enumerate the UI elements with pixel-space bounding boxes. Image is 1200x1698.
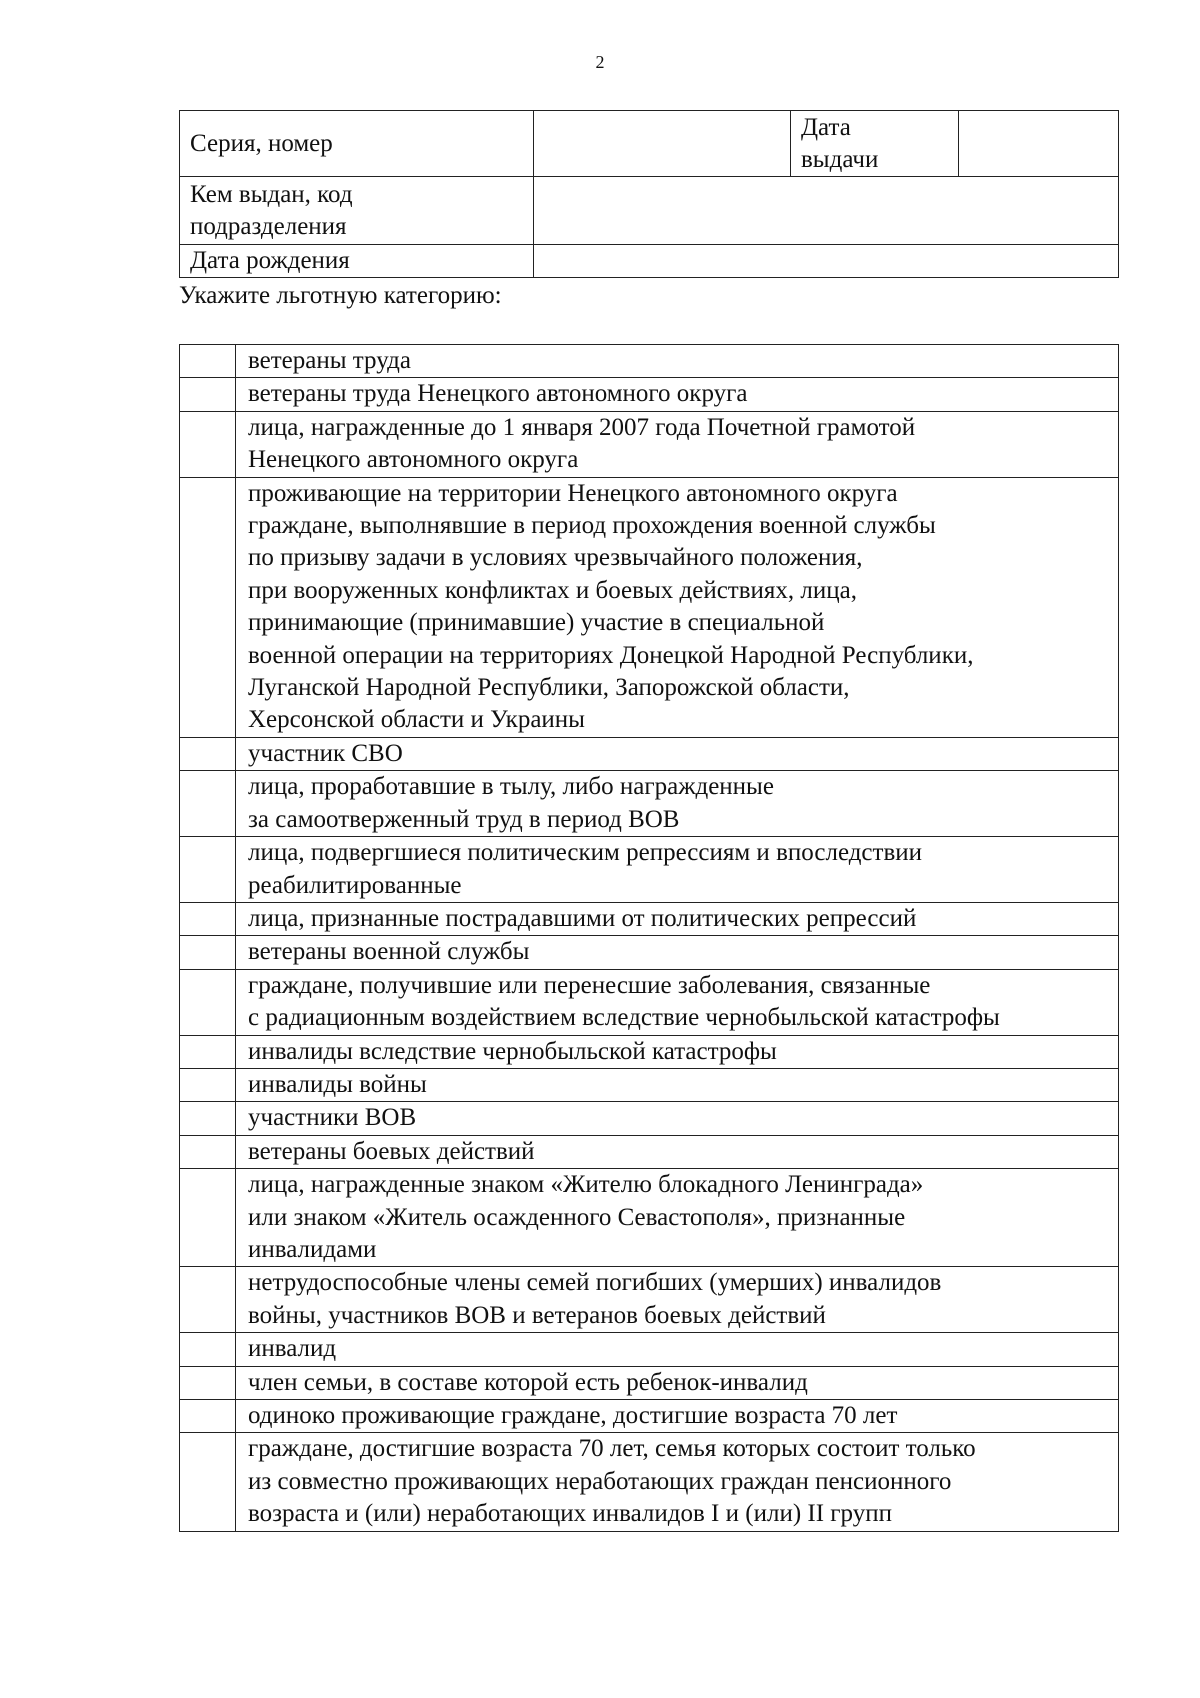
series-row [180,111,1119,177]
category-checkbox[interactable] [180,1035,236,1068]
category-label: нетрудоспособные члены семей погибших (умерших) инвалидов войны, участников ВОВ и ветеранов боевых действий [236,1267,1119,1333]
category-label: лица, награжденные знаком «Жителю блокадного Ленинграда» или знаком «Житель осажденного Севастополя», признанные инвалидами [236,1169,1119,1267]
category-checkbox[interactable] [180,1135,236,1168]
category-row [180,1433,1119,1531]
category-checkbox[interactable] [180,1400,236,1433]
category-checkbox[interactable] [180,936,236,969]
category-row [180,969,1119,1035]
category-label: граждане, достигшие возраста 70 лет, семья которых состоит только из совместно проживающих неработающих граждан пенсионного возраста и (или) неработающих инвалидов I и (или) II групп [236,1433,1119,1531]
category-label: ветераны труда [236,345,1119,378]
category-label: лица, проработавшие в тылу, либо награжденные за самоотверженный труд в период ВОВ [236,771,1119,837]
category-checkbox[interactable] [180,902,236,935]
birth-date-row [180,245,1119,278]
category-checkbox[interactable] [180,969,236,1035]
category-label: член семьи, в составе которой есть ребенок-инвалид [236,1366,1119,1399]
category-checkbox[interactable] [180,1366,236,1399]
issue-date-label: Дата выдачи [791,111,959,177]
category-row [180,771,1119,837]
category-row [180,411,1119,477]
category-checkbox[interactable] [180,477,236,737]
series-number-field[interactable] [534,111,791,177]
category-label: ветераны боевых действий [236,1135,1119,1168]
benefit-category-table [179,344,1119,1532]
category-label: ветераны военной службы [236,936,1119,969]
category-label: лица, награжденные до 1 января 2007 года Почетной грамотой Ненецкого автономного округа [236,411,1119,477]
category-label: ветераны труда Ненецкого автономного округа [236,378,1119,411]
issue-date-field[interactable] [959,111,1119,177]
category-row [180,1035,1119,1068]
category-label: одиноко проживающие граждане, достигшие возраста 70 лет [236,1400,1119,1433]
category-label: инвалид [236,1333,1119,1366]
category-row [180,902,1119,935]
identity-document-table [179,110,1119,278]
issued-by-row [180,177,1119,245]
category-row [180,1068,1119,1101]
category-checkbox[interactable] [180,771,236,837]
category-row [180,1400,1119,1433]
category-row [180,378,1119,411]
category-checkbox[interactable] [180,1433,236,1531]
issued-by-field[interactable] [534,177,1119,245]
category-prompt: Укажите льготную категорию: [179,282,502,309]
category-row [180,1333,1119,1366]
category-row [180,1135,1119,1168]
category-checkbox[interactable] [180,1169,236,1267]
birth-date-field[interactable] [534,245,1119,278]
category-checkbox[interactable] [180,378,236,411]
category-label: участник СВО [236,737,1119,770]
category-row [180,936,1119,969]
category-row [180,737,1119,770]
category-checkbox[interactable] [180,1068,236,1101]
category-checkbox[interactable] [180,345,236,378]
issued-by-label: Кем выдан, код подразделения [180,177,534,245]
category-row [180,837,1119,903]
page-number: 2 [595,52,605,72]
category-checkbox[interactable] [180,1102,236,1135]
category-label: инвалиды вследствие чернобыльской катастрофы [236,1035,1119,1068]
category-checkbox[interactable] [180,411,236,477]
category-row [180,345,1119,378]
series-label: Серия, номер [180,111,534,177]
category-checkbox[interactable] [180,737,236,770]
category-row [180,477,1119,737]
category-checkbox[interactable] [180,837,236,903]
category-label: лица, подвергшиеся политическим репрессиям и впоследствии реабилитированные [236,837,1119,903]
category-row [180,1366,1119,1399]
category-checkbox[interactable] [180,1267,236,1333]
category-checkbox[interactable] [180,1333,236,1366]
category-label: граждане, получившие или перенесшие заболевания, связанные с радиационным воздействием вследствие чернобыльской катастрофы [236,969,1119,1035]
category-label: лица, признанные пострадавшими от политических репрессий [236,902,1119,935]
category-row [180,1102,1119,1135]
category-label: участники ВОВ [236,1102,1119,1135]
category-label: проживающие на территории Ненецкого автономного округа граждане, выполнявшие в период прохождения военной службы по призыву задачи в условиях чрезвычайного положения, при вооруженных конфликтах и боевых действиях, лица, принимающие (принимавшие) участие в специальной военной операции на территориях Донецкой Народной Республики, Луганской Народной Республики, Запорожской области, Херсонской области и Украины [236,477,1119,737]
birth-date-label: Дата рождения [180,245,534,278]
category-row [180,1267,1119,1333]
category-label: инвалиды войны [236,1068,1119,1101]
category-row [180,1169,1119,1267]
